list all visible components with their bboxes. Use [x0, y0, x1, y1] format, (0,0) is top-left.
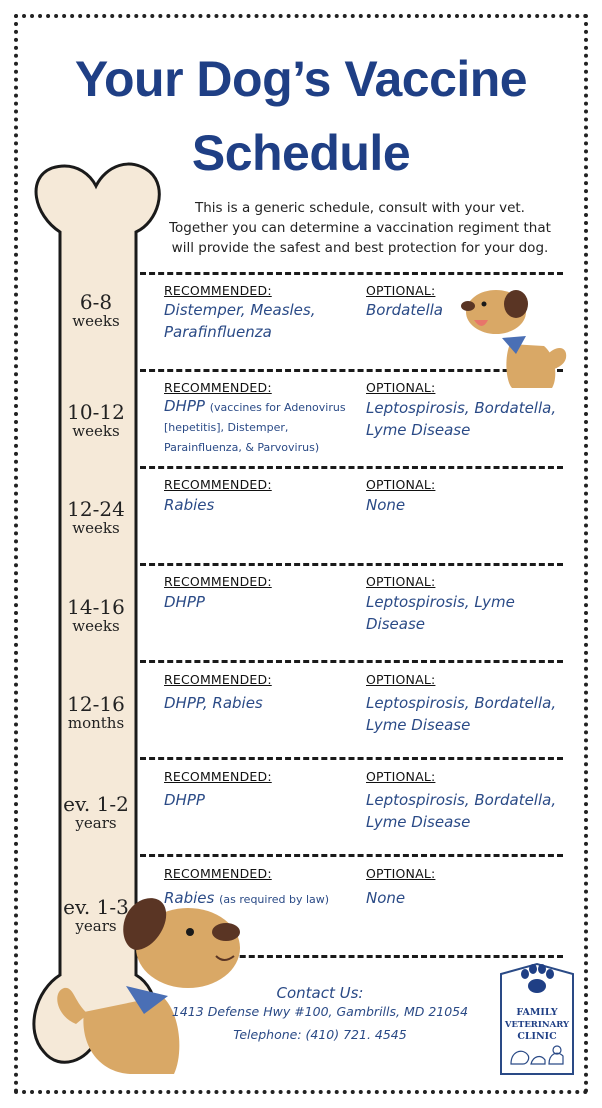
page-title-line1: Your Dog’s Vaccine: [74, 51, 528, 107]
age-unit: weeks: [72, 617, 120, 635]
intro-line2: Together you can determine a vaccination regiment that: [169, 220, 551, 236]
logo-line3: CLINIC: [517, 1031, 557, 1042]
recommended-value: DHPP: [164, 791, 205, 809]
optional-value: Leptospirosis, Bordatella, Lyme Disease: [366, 399, 557, 439]
logo-line2: VETERINARY: [504, 1020, 570, 1030]
schedule-row-3-age: [55, 499, 137, 536]
age-number: 12-24: [67, 497, 125, 521]
recommended-value: [164, 397, 359, 457]
recommended-text: Rabies: [164, 889, 215, 907]
optional-label: OPTIONAL:: [366, 866, 436, 881]
recommended-value: Rabies: [164, 496, 215, 514]
row-divider: [140, 466, 563, 469]
optional-label: OPTIONAL:: [366, 380, 436, 395]
optional-label: OPTIONAL:: [366, 477, 436, 492]
recommended-label: RECOMMENDED:: [164, 866, 272, 881]
clinic-logo: [497, 960, 577, 1078]
dog-illustration-top: [460, 286, 575, 390]
age-unit: months: [67, 714, 125, 732]
recommended-text: Distemper, Measles, Parafinfluenza: [164, 301, 316, 341]
recommended-label: RECOMMENDED:: [164, 477, 272, 492]
recommended-text: DHPP: [164, 397, 205, 415]
schedule-row-1-age: [55, 292, 137, 329]
age-unit: weeks: [72, 422, 120, 440]
age-unit: weeks: [72, 312, 120, 330]
recommended-label: RECOMMENDED:: [164, 283, 272, 298]
page-title-line2: Schedule: [191, 125, 411, 181]
logo-line1: FAMILY: [516, 1007, 558, 1018]
optional-value: Leptospirosis, Lyme Disease: [366, 593, 515, 633]
dog-nose: [212, 923, 240, 941]
row-divider: [140, 272, 563, 275]
optional-label: OPTIONAL:: [366, 283, 436, 298]
recommended-value: [164, 299, 359, 343]
recommended-label: RECOMMENDED:: [164, 769, 272, 784]
optional-label: OPTIONAL:: [366, 574, 436, 589]
schedule-row-6-age: [55, 794, 137, 831]
age-number: 10-12: [67, 400, 125, 424]
age-unit: years: [75, 814, 117, 832]
contact-title: Contact Us:: [276, 984, 364, 1002]
recommended-label: RECOMMENDED:: [164, 672, 272, 687]
recommended-value: DHPP: [164, 593, 205, 611]
dog-body: [83, 996, 179, 1074]
age-number: ev. 1-2: [63, 792, 129, 816]
dog-eye: [482, 302, 487, 307]
optional-value: Leptospirosis, Bordatella, Lyme Disease: [366, 694, 557, 734]
contact-address: 1413 Defense Hwy #100, Gambrills, MD 21054: [171, 1004, 469, 1019]
row-divider: [140, 563, 563, 566]
contact-phone: Telephone: (410) 721. 4545: [233, 1027, 407, 1042]
dog-ear: [504, 290, 528, 318]
intro-line3: will provide the safest and best protection for your dog.: [171, 240, 549, 256]
age-number: 6-8: [79, 290, 113, 314]
dog-eye: [186, 928, 194, 936]
age-unit: weeks: [72, 519, 120, 537]
age-unit: years: [75, 917, 117, 935]
schedule-row-2-age: [55, 402, 137, 439]
recommended-note: (as required by law): [219, 893, 330, 906]
recommended-note: (vaccines for Adenovirus [hepetitis], Distemper, Parainfluenza, & Parvovirus): [164, 401, 346, 454]
intro-line1: This is a generic schedule, consult with your vet.: [195, 200, 525, 216]
age-number: ev. 1-3: [63, 895, 129, 919]
recommended-value: DHPP, Rabies: [164, 694, 263, 712]
optional-value: None: [366, 889, 406, 907]
row-divider: [140, 660, 563, 663]
row-divider: [140, 854, 563, 857]
optional-value: Bordatella: [366, 301, 443, 319]
dog-nose: [461, 301, 475, 311]
optional-label: OPTIONAL:: [366, 672, 436, 687]
recommended-label: RECOMMENDED:: [164, 380, 272, 395]
dog-tail: [57, 988, 88, 1024]
age-number: 14-16: [67, 595, 125, 619]
row-divider: [140, 757, 563, 760]
schedule-row-4-age: [55, 597, 137, 634]
recommended-label: RECOMMENDED:: [164, 574, 272, 589]
optional-value: Leptospirosis, Bordatella, Lyme Disease: [366, 791, 557, 831]
optional-value: None: [366, 496, 406, 514]
age-number: 12-16: [67, 692, 125, 716]
schedule-row-5-age: [55, 694, 137, 731]
optional-label: OPTIONAL:: [366, 769, 436, 784]
